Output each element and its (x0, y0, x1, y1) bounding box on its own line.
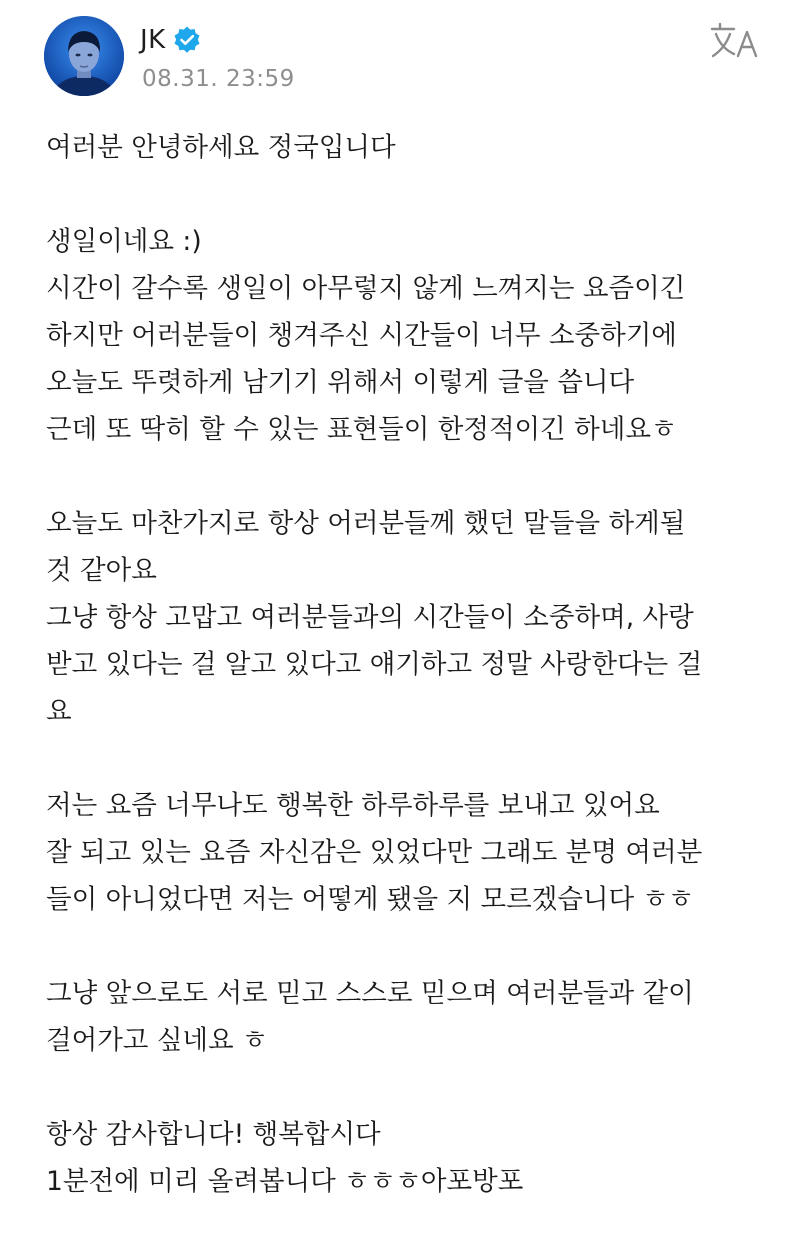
post-paragraph (46, 500, 760, 735)
post-line: 시간이 갈수록 생일이 아무렇지 않게 느껴지는 요즘이긴 (46, 273, 686, 304)
post-line: 생일이네요 :) (46, 226, 202, 257)
post-body (46, 124, 760, 1252)
post-line: 여러분 안녕하세요 정국입니다 (46, 132, 396, 163)
post-line: 잘 되고 있는 요즘 자신감은 있었다만 그래도 분명 여러분 (46, 837, 703, 868)
post-line: 들이 아니었다면 저는 어떻게 됐을 지 모르겠습니다 ㅎㅎ (46, 884, 694, 915)
post-line: 그냥 앞으로도 서로 믿고 스스로 믿으며 여러분들과 같이 (46, 978, 694, 1009)
post-paragraph (46, 782, 760, 923)
author-row (140, 20, 202, 60)
post-line: 오늘도 뚜렷하게 남기기 위해서 이렇게 글을 씁니다 (46, 367, 635, 398)
author-name[interactable]: JK (140, 25, 166, 55)
post-line: 저는 요즘 너무나도 행복한 하루하루를 보내고 있어요 (46, 790, 660, 821)
post-paragraph (46, 218, 760, 453)
post-line: 것 같아요 (46, 555, 157, 586)
author-avatar[interactable] (44, 16, 124, 96)
post-line: 하지만 어러분들이 챙겨주신 시간들이 너무 소중하기에 (46, 320, 677, 351)
post-line: 항상 감사합니다! 행복합시다 (46, 1119, 381, 1150)
profile-photo (44, 16, 124, 96)
post-paragraph (46, 1111, 760, 1205)
post-paragraph (46, 970, 760, 1064)
post-header (44, 16, 760, 98)
post-line: 오늘도 마찬가지로 항상 어러분들께 했던 말들을 하게될 (46, 508, 686, 539)
post-line: 근데 또 딱히 할 수 있는 표현들이 한정적이긴 하네요ㅎ (46, 414, 677, 445)
post-line: 요 (46, 696, 72, 727)
post-timestamp: 08.31. 23:59 (142, 66, 295, 92)
translate-icon[interactable] (710, 18, 760, 62)
post-line: 받고 있다는 걸 알고 있다고 얘기하고 정말 사랑한다는 걸 (46, 649, 703, 680)
post-paragraph (46, 124, 760, 171)
verified-badge-icon (172, 25, 202, 55)
post-line: 그냥 항상 고맙고 여러분들과의 시간들이 소중하며, 사랑 (46, 602, 694, 633)
post-line: 걸어가고 싶네요 ㅎ (46, 1025, 268, 1056)
post-line: 1분전에 미리 올려봅니다 ㅎㅎㅎ아포방포 (46, 1166, 524, 1197)
